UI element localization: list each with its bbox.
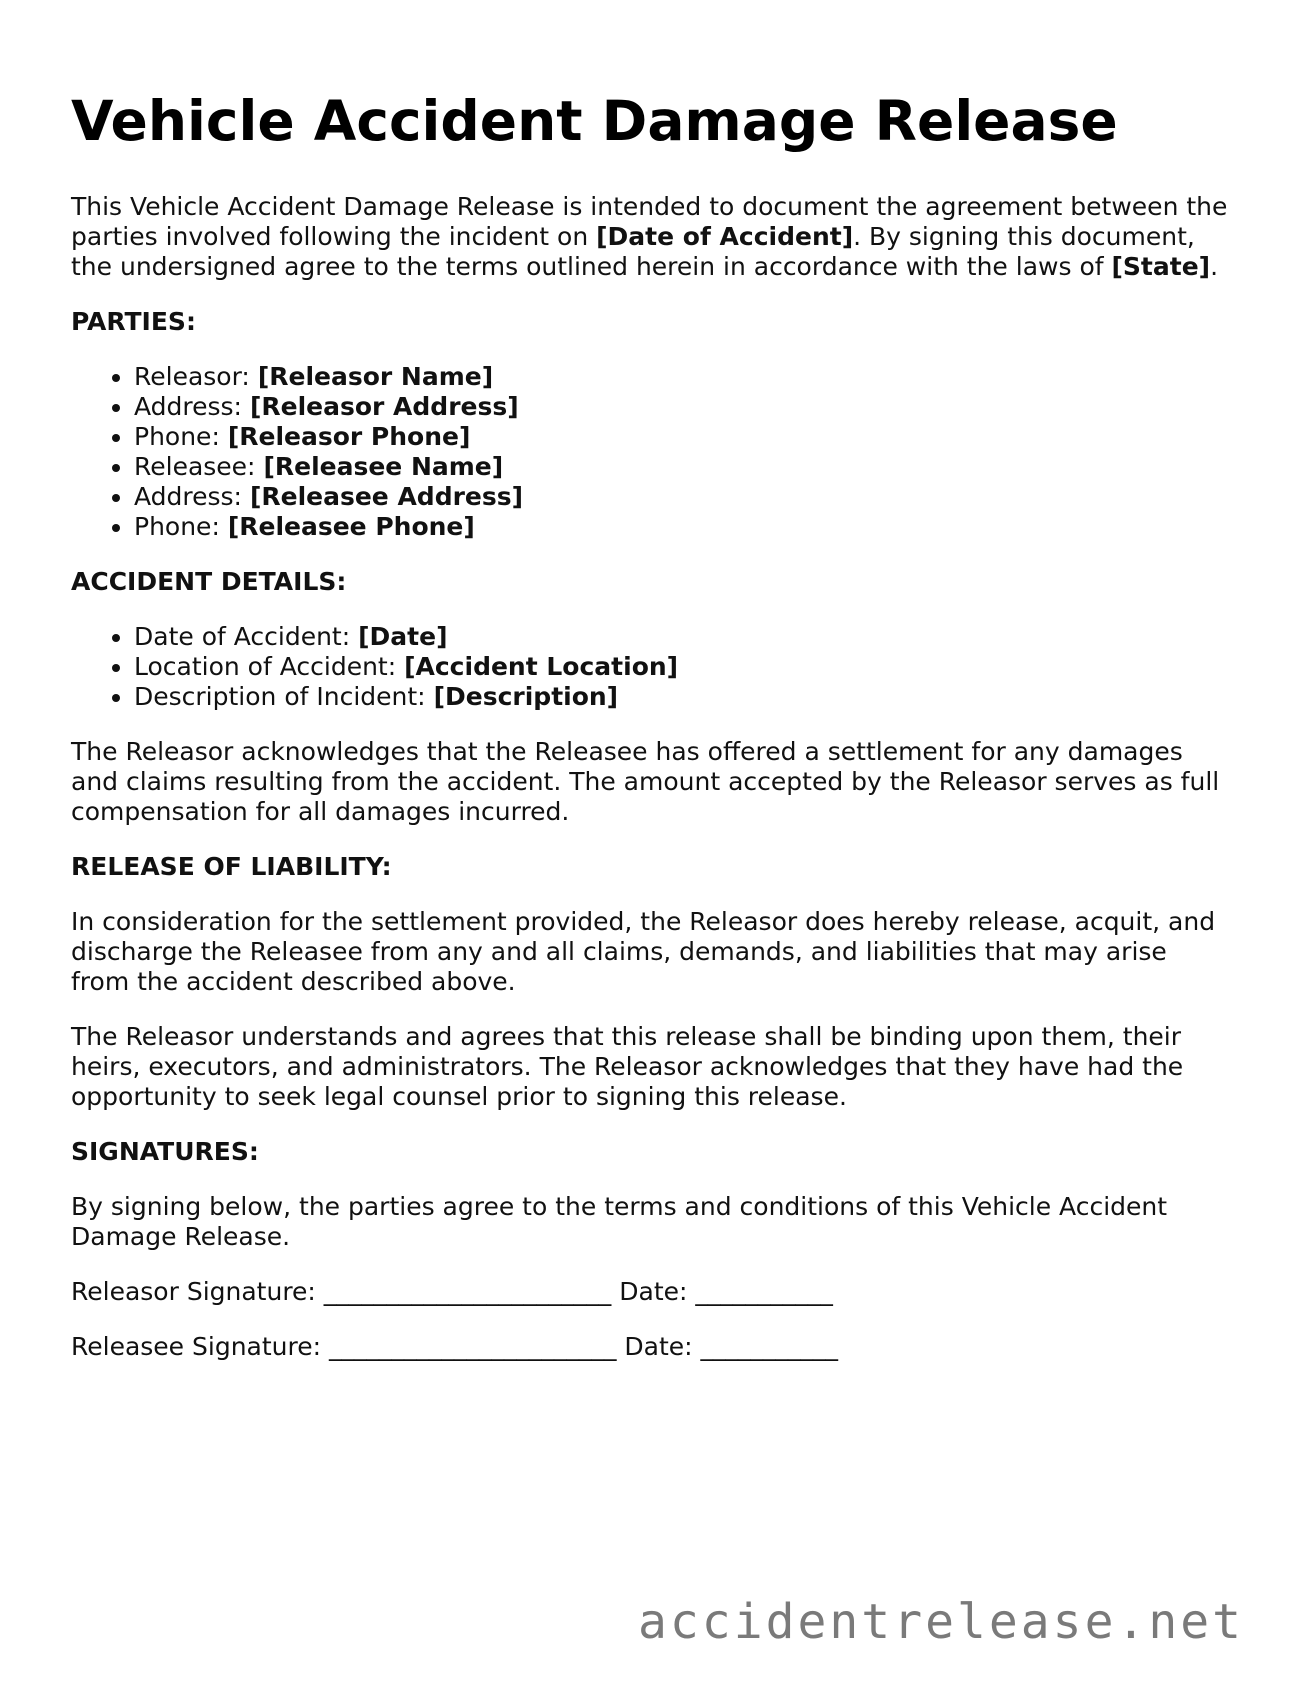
item-label: Description of Incident: bbox=[134, 682, 434, 711]
item-label: Phone: bbox=[134, 512, 228, 541]
item-label: Releasee: bbox=[134, 452, 264, 481]
intro-text-2: . By signing this document, the undersigned agree to the terms outlined herein in accordance with the laws of bbox=[71, 222, 1195, 281]
intro-text-3: . bbox=[1210, 252, 1219, 281]
list-item bbox=[134, 452, 1231, 482]
signatures-heading: SIGNATURES: bbox=[71, 1137, 259, 1166]
list-item bbox=[134, 622, 1231, 652]
list-item bbox=[134, 392, 1231, 422]
item-value: [Description] bbox=[433, 682, 619, 711]
item-value: [Releasor Phone] bbox=[227, 422, 471, 451]
document-page bbox=[71, 88, 1231, 1387]
item-label: Date of Accident: bbox=[134, 622, 359, 651]
parties-list bbox=[71, 362, 1231, 542]
release-of-liability-heading: RELEASE OF LIABILITY: bbox=[71, 852, 392, 881]
accident-details-list bbox=[71, 622, 1231, 712]
signatures-paragraph: By signing below, the parties agree to the terms and conditions of this Vehicle Accident Damage Release. bbox=[71, 1192, 1168, 1251]
accident-details-heading: ACCIDENT DETAILS: bbox=[71, 567, 347, 596]
item-value: [Releasor Address] bbox=[249, 392, 519, 421]
list-item bbox=[134, 652, 1231, 682]
date-of-accident-placeholder: [Date of Accident] bbox=[596, 222, 854, 251]
list-item bbox=[134, 422, 1231, 452]
settlement-paragraph: The Releasor acknowledges that the Releasee has offered a settlement for any damages and claims resulting from the accident. The amount accepted by the Releasor serves as full compensation for all damages incurred. bbox=[71, 737, 1220, 826]
site-watermark: accidentrelease.net bbox=[638, 1594, 1245, 1650]
list-item bbox=[134, 482, 1231, 512]
list-item bbox=[134, 362, 1231, 392]
document-title: Vehicle Accident Damage Release bbox=[71, 89, 1118, 153]
item-value: [Date] bbox=[358, 622, 448, 651]
intro-paragraph bbox=[71, 192, 1231, 282]
item-label: Location of Accident: bbox=[134, 652, 405, 681]
list-item bbox=[134, 682, 1231, 712]
item-label: Phone: bbox=[134, 422, 228, 451]
item-label: Releasor: bbox=[134, 362, 258, 391]
item-value: [Accident Location] bbox=[404, 652, 679, 681]
intro-text-1: This Vehicle Accident Damage Release is intended to document the agreement between the parties involved following the incident on bbox=[71, 192, 1228, 251]
item-label: Address: bbox=[134, 392, 250, 421]
item-value: [Releasee Name] bbox=[263, 452, 504, 481]
item-value: [Releasee Phone] bbox=[227, 512, 475, 541]
item-value: [Releasor Name] bbox=[257, 362, 494, 391]
list-item bbox=[134, 512, 1231, 542]
item-value: [Releasee Address] bbox=[249, 482, 524, 511]
parties-heading: PARTIES: bbox=[71, 307, 196, 336]
releasor-signature-line: Releasor Signature: _______________________ Date: ___________ bbox=[71, 1277, 833, 1306]
release-paragraph-2: The Releasor understands and agrees that this release shall be binding upon them, their heirs, executors, and administrators. The Releasor acknowledges that they have had the opportunity to seek legal counsel prior to signing this release. bbox=[71, 1022, 1184, 1111]
releasee-signature-line: Releasee Signature: _______________________ Date: ___________ bbox=[71, 1332, 839, 1361]
release-paragraph-1: In consideration for the settlement provided, the Releasor does hereby release, acquit, and discharge the Releasee from any and all claims, demands, and liabilities that may arise from the accident described above. bbox=[71, 907, 1216, 996]
item-label: Address: bbox=[134, 482, 250, 511]
state-placeholder: [State] bbox=[1111, 252, 1211, 281]
